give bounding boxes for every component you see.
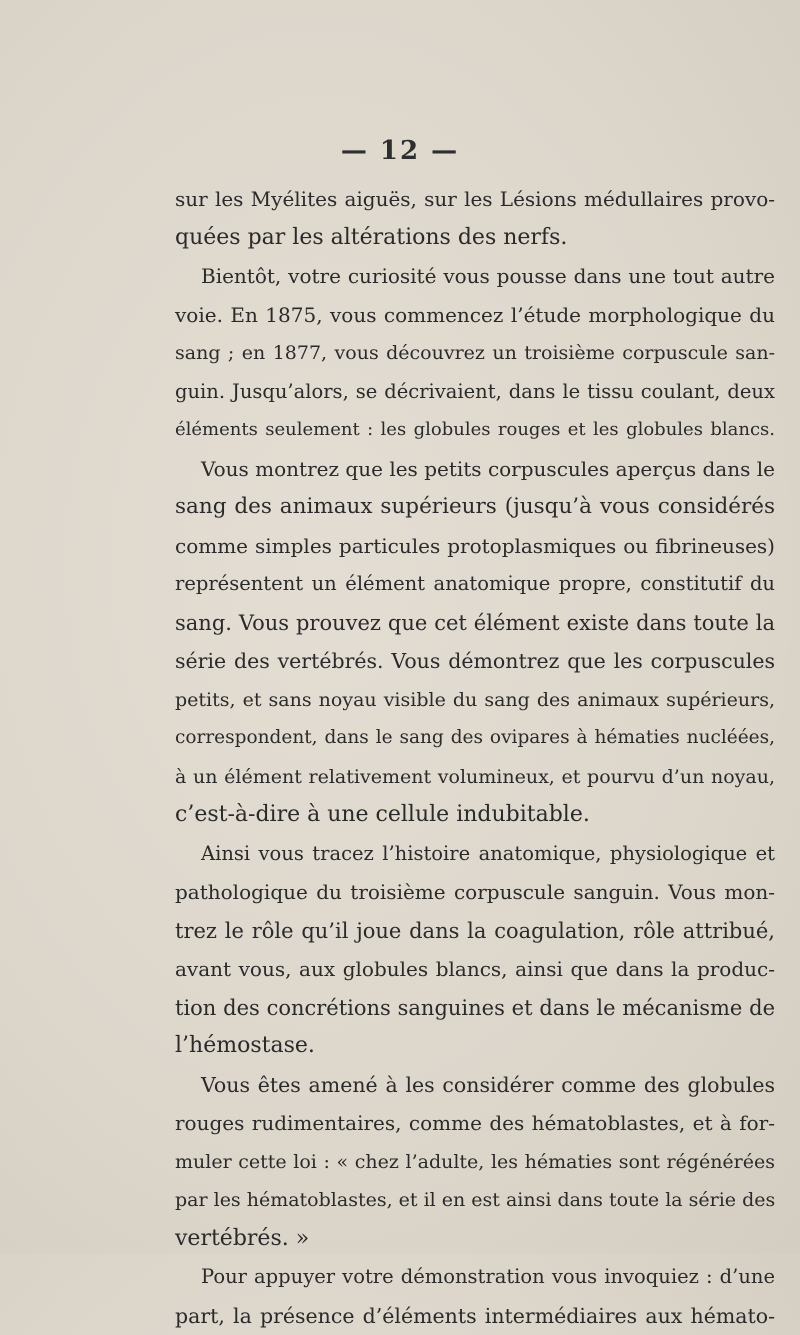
- page-number: — 12 —: [0, 136, 800, 166]
- text-line: c’est-à-dire à une cellule indubitable.: [175, 796, 775, 835]
- text-line: sang. Vous prouvez que cet élément existe dans toute la: [175, 604, 775, 643]
- text-line: vertébrés. »: [175, 1220, 775, 1259]
- text-line: sur les Myélites aiguës, sur les Lésions médullaires provo-: [175, 180, 775, 219]
- text-line: guin. Jusqu’alors, se décrivaient, dans le tissu coulant, deux: [175, 373, 775, 412]
- text-line: part, la présence d’éléments intermédiaires aux hémato-: [175, 1297, 775, 1335]
- text-line: comme simples particules protoplasmiques ou fibrineuses): [175, 527, 775, 566]
- text-line: voie. En 1875, vous commencez l’étude morphologique du: [175, 296, 775, 335]
- text-line: sang ; en 1877, vous découvrez un troisième corpuscule san-: [175, 334, 775, 373]
- text-line: série des vertébrés. Vous démontrez que les corpuscules: [175, 642, 775, 681]
- body-text: [175, 180, 775, 1335]
- text-line: Vous montrez que les petits corpuscules aperçus dans le: [175, 450, 775, 489]
- text-line: tion des concrétions sanguines et dans le mécanisme de: [175, 989, 775, 1028]
- text-line: quées par les altérations des nerfs.: [175, 219, 775, 258]
- text-line: Ainsi vous tracez l’histoire anatomique, physiologique et: [175, 835, 775, 874]
- text-line: trez le rôle qu’il joue dans la coagulation, rôle attribué,: [175, 912, 775, 951]
- text-line: Bientôt, votre curiosité vous pousse dans une tout autre: [175, 257, 775, 296]
- text-line: correspondent, dans le sang des ovipares à hématies nucléées,: [175, 719, 775, 758]
- text-line: par les hématoblastes, et il en est ainsi dans toute la série des: [175, 1181, 775, 1220]
- text-line: rouges rudimentaires, comme des hématoblastes, et à for-: [175, 1104, 775, 1143]
- text-line: l’hémostase.: [175, 1027, 775, 1066]
- text-line: représentent un élément anatomique propre, constitutif du: [175, 565, 775, 604]
- text-line: avant vous, aux globules blancs, ainsi que dans la produc-: [175, 950, 775, 989]
- text-line: Pour appuyer votre démonstration vous invoquiez : d’une: [175, 1258, 775, 1297]
- text-line: éléments seulement : les globules rouges et les globules blancs.: [175, 411, 775, 450]
- text-line: petits, et sans noyau visible du sang des animaux supérieurs,: [175, 681, 775, 720]
- text-line: pathologique du troisième corpuscule sanguin. Vous mon-: [175, 873, 775, 912]
- text-line: sang des animaux supérieurs (jusqu’à vous considérés: [175, 488, 775, 527]
- text-line: muler cette loi : « chez l’adulte, les hématies sont régénérées: [175, 1143, 775, 1182]
- text-line: Vous êtes amené à les considérer comme des globules: [175, 1066, 775, 1105]
- text-line: à un élément relativement volumineux, et pourvu d’un noyau,: [175, 758, 775, 797]
